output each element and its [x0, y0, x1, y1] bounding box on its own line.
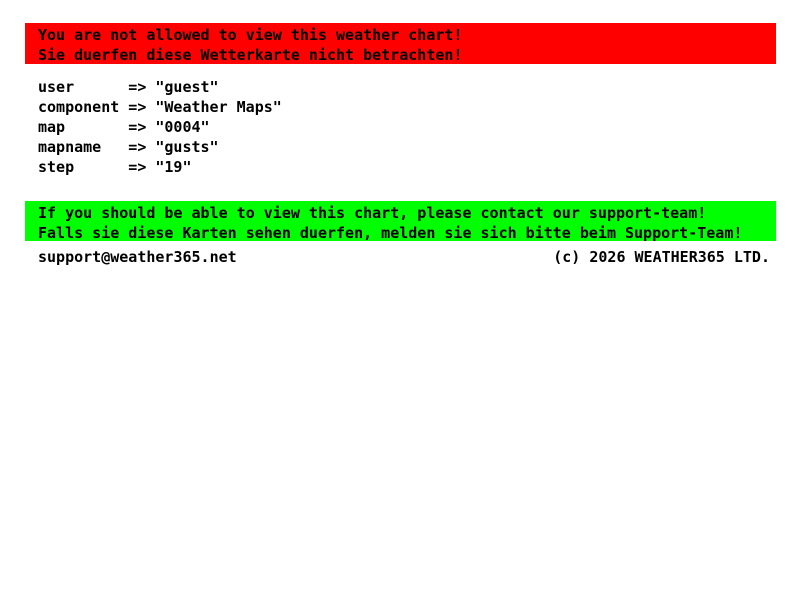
param-key: mapname [38, 138, 102, 156]
param-value: "Weather Maps" [155, 98, 282, 116]
access-denied-banner [25, 23, 776, 64]
access-denied-message-de: Sie duerfen diese Wetterkarte nicht betrachten! [38, 46, 463, 64]
arrow-glyph: => [128, 158, 147, 176]
param-row-user [38, 77, 282, 97]
param-value: "gusts" [155, 138, 219, 156]
support-message-en: If you should be able to view this chart, please contact our support-team! [38, 204, 707, 222]
arrow-glyph: => [128, 78, 147, 96]
param-row-mapname [38, 137, 282, 157]
access-denied-message-en: You are not allowed to view this weather chart! [38, 26, 463, 44]
param-row-step [38, 157, 282, 177]
copyright-notice: (c) 2026 WEATHER365 LTD. [553, 248, 770, 266]
arrow-glyph: => [128, 138, 147, 156]
arrow-glyph: => [128, 118, 147, 136]
support-message-de: Falls sie diese Karten sehen duerfen, melden sie sich bitte beim Support-Team! [38, 224, 743, 242]
param-value: "0004" [155, 118, 210, 136]
param-value: "guest" [155, 78, 219, 96]
footer [38, 247, 770, 267]
support-email: support@weather365.net [38, 248, 237, 266]
param-key: step [38, 158, 75, 176]
arrow-glyph: => [128, 98, 147, 116]
support-contact-banner [25, 201, 776, 241]
param-row-component [38, 97, 282, 117]
param-key: map [38, 118, 66, 136]
param-value: "19" [155, 158, 192, 176]
param-key: component [38, 98, 120, 116]
request-parameters [38, 77, 282, 177]
param-row-map [38, 117, 282, 137]
param-key: user [38, 78, 75, 96]
